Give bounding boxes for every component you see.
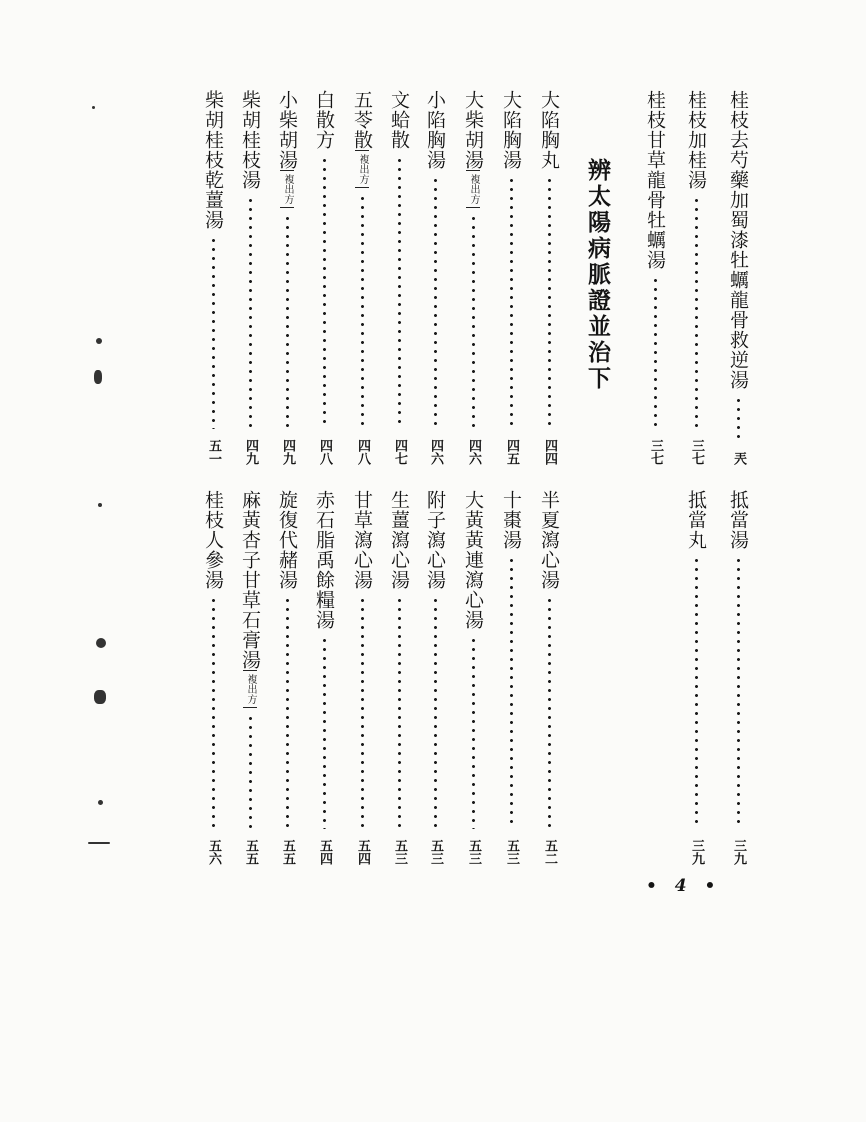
entry-note: 複出方: [280, 170, 294, 208]
entry-page: 五六: [206, 839, 221, 865]
entry-page: 三九: [731, 839, 746, 865]
toc-entry[interactable]: [535, 490, 563, 865]
dot-leader: [310, 156, 338, 429]
entry-page: 五三: [392, 839, 407, 865]
toc-entry[interactable]: [199, 490, 227, 865]
entry-title: 半夏瀉心湯: [538, 490, 560, 590]
page-number: • 4 •: [646, 876, 722, 896]
entry-page: 兲: [731, 452, 746, 465]
toc-entry[interactable]: [724, 490, 752, 865]
entry-page: 五五: [280, 839, 295, 865]
entry-page: 三七: [689, 439, 704, 465]
toc-entry[interactable]: [385, 90, 413, 465]
entry-page: 四八: [317, 439, 332, 465]
entry-title: 桂枝甘草龍骨牡蠣湯: [644, 90, 666, 270]
toc-entry[interactable]: [497, 490, 525, 865]
entry-page: 四五: [504, 439, 519, 465]
entry-page: 五三: [428, 839, 443, 865]
entry-title: 大黃黃連瀉心湯: [462, 490, 484, 630]
entry-page: 五三: [504, 839, 519, 865]
scan-speck: [98, 503, 102, 507]
entry-title: 抵當丸: [685, 490, 707, 550]
entry-title: 桂枝人參湯: [202, 490, 224, 590]
entry-page: 四七: [392, 439, 407, 465]
entry-title: 大柴胡湯: [462, 90, 484, 170]
entry-page: 五四: [317, 839, 332, 865]
toc-entry[interactable]: [641, 90, 669, 465]
dot-leader: [459, 214, 487, 429]
toc-entry[interactable]: [535, 90, 563, 465]
dot-leader: [199, 596, 227, 829]
dot-leader: [273, 596, 301, 829]
entry-title: 大陷胸湯: [500, 90, 522, 170]
dot-leader: [385, 596, 413, 829]
toc-entry[interactable]: [236, 490, 264, 865]
toc-entry[interactable]: [724, 90, 752, 465]
dot-leader: [724, 396, 752, 442]
toc-entry[interactable]: [385, 490, 413, 865]
entry-title: 白散方: [313, 90, 335, 150]
toc-entry[interactable]: [459, 490, 487, 865]
scan-speck: [94, 370, 102, 384]
section-heading: 辨太陽病脈證並治下: [584, 158, 611, 392]
toc-entry[interactable]: [310, 90, 338, 465]
toc-entry[interactable]: [310, 490, 338, 865]
scan-speck: [96, 338, 102, 344]
toc-entry[interactable]: [236, 90, 264, 465]
dot-leader: [641, 276, 669, 429]
toc-entry[interactable]: [199, 90, 227, 465]
entry-title: 赤石脂禹餘糧湯: [313, 490, 335, 630]
entry-title: 五苓散: [351, 90, 373, 150]
entry-title: 桂枝去芍藥加蜀漆牡蠣龍骨救逆湯: [727, 90, 749, 390]
scan-speck: [92, 106, 95, 109]
entry-title: 小陷胸湯: [424, 90, 446, 170]
dot-leader: [497, 176, 525, 429]
toc-entry[interactable]: [273, 90, 301, 465]
entry-note: 複出方: [355, 150, 369, 188]
entry-title: 桂枝加桂湯: [685, 90, 707, 190]
entry-title: 柴胡桂枝湯: [239, 90, 261, 190]
entry-title: 文蛤散: [388, 90, 410, 150]
entry-page: 四八: [355, 439, 370, 465]
toc-entry[interactable]: [682, 490, 710, 865]
dot-leader: [421, 176, 449, 429]
entry-page: 五一: [206, 439, 221, 465]
toc-entry[interactable]: [273, 490, 301, 865]
entry-page: 五四: [355, 839, 370, 865]
toc-entry[interactable]: [348, 90, 376, 465]
scan-speck: [98, 800, 103, 805]
entry-title: 十棗湯: [500, 490, 522, 550]
dot-leader: [236, 714, 264, 829]
toc-entry[interactable]: [348, 490, 376, 865]
entry-title: 生薑瀉心湯: [388, 490, 410, 590]
dot-leader: [385, 156, 413, 429]
entry-page: 四九: [280, 439, 295, 465]
entry-page: 三七: [648, 439, 663, 465]
scan-speck: [88, 842, 110, 844]
entry-page: 三九: [689, 839, 704, 865]
dot-leader: [199, 236, 227, 429]
dot-leader: [497, 556, 525, 829]
entry-page: 四四: [542, 439, 557, 465]
dot-leader: [236, 196, 264, 429]
entry-title: 旋復代赭湯: [276, 490, 298, 590]
dot-leader: [535, 176, 563, 429]
dot-leader: [682, 556, 710, 829]
dot-leader: [273, 214, 301, 429]
entry-title: 大陷胸丸: [538, 90, 560, 170]
dot-leader: [421, 596, 449, 829]
entry-title: 甘草瀉心湯: [351, 490, 373, 590]
dot-leader: [310, 636, 338, 829]
scan-speck: [96, 638, 106, 648]
entry-page: 四六: [428, 439, 443, 465]
toc-entry[interactable]: [459, 90, 487, 465]
entry-page: 四九: [243, 439, 258, 465]
entry-page: 五三: [466, 839, 481, 865]
entry-title: 麻黃杏子甘草石膏湯: [239, 490, 261, 670]
dot-leader: [535, 596, 563, 829]
scan-speck: [94, 690, 106, 704]
dot-leader: [724, 556, 752, 829]
entry-title: 抵當湯: [727, 490, 749, 550]
dot-leader: [348, 194, 376, 429]
entry-page: 五二: [542, 839, 557, 865]
dot-leader: [682, 196, 710, 429]
dot-leader: [459, 636, 487, 829]
entry-page: 五五: [243, 839, 258, 865]
entry-note: 複出方: [466, 170, 480, 208]
entry-title: 柴胡桂枝乾薑湯: [202, 90, 224, 230]
dot-leader: [348, 596, 376, 829]
entry-page: 四六: [466, 439, 481, 465]
toc-entry[interactable]: [421, 490, 449, 865]
entry-title: 附子瀉心湯: [424, 490, 446, 590]
toc-entry[interactable]: [682, 90, 710, 465]
toc-entry[interactable]: [497, 90, 525, 465]
toc-entry[interactable]: [421, 90, 449, 465]
entry-note: 複出方: [243, 670, 257, 708]
entry-title: 小柴胡湯: [276, 90, 298, 170]
